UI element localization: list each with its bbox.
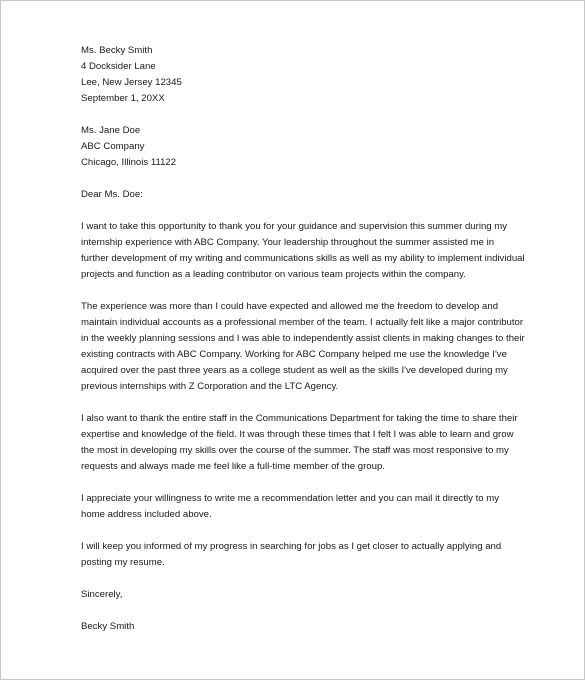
- paragraph-1: I want to take this opportunity to thank you for your guidance and supervision this summer during my internship experience with ABC Company. Your leadership throughout the summer assisted me in further development of my writing and communications skills as well as my ability to implement individual projects and function as a leading contributor on various team projects within the company.: [81, 221, 525, 280]
- signature: Becky Smith: [81, 621, 135, 632]
- sender-address: [81, 43, 511, 107]
- letter-body: [81, 43, 525, 651]
- sender-name: Ms. Becky Smith: [81, 45, 153, 56]
- paragraph-3: I also want to thank the entire staff in the Communications Department for taking the time to share their expertise and knowledge of the field. It was through these times that I felt I was able to learn and grow the most in developing my skills over the course of the summer. The staff was most responsive to my requests and always made me feel like a full-time member of the group.: [81, 413, 518, 472]
- salutation: Dear Ms. Doe:: [81, 189, 143, 200]
- paragraph-4: I appreciate your willingness to write me a recommendation letter and you can mail it directly to my home address included above.: [81, 493, 500, 520]
- closing: Sincerely,: [81, 589, 123, 600]
- recipient-city: Chicago, Illinois 11122: [81, 157, 177, 168]
- recipient-name: Ms. Jane Doe: [81, 125, 141, 136]
- recipient-company: ABC Company: [81, 141, 145, 152]
- letter-date: September 1, 20XX: [81, 93, 165, 104]
- paragraph-2: The experience was more than I could have expected and allowed me the freedom to develop and maintain individual accounts as a professional member of the team. I actually felt like a major contributor in the weekly planning sessions and I was able to independently assist clients in making changes to their existing contracts with ABC Company. Working for ABC Company helped me use the knowledge I've acquired over the past three years as a college student as well as the skills I've developed during my previous internships with Z Corporation and the LTC Agency.: [81, 301, 525, 392]
- sender-city: Lee, New Jersey 12345: [81, 77, 182, 88]
- sender-street: 4 Docksider Lane: [81, 61, 156, 72]
- paragraph-5: I will keep you informed of my progress in searching for jobs as I get closer to actually applying and posting my resume.: [81, 541, 502, 568]
- recipient-address: [81, 123, 511, 171]
